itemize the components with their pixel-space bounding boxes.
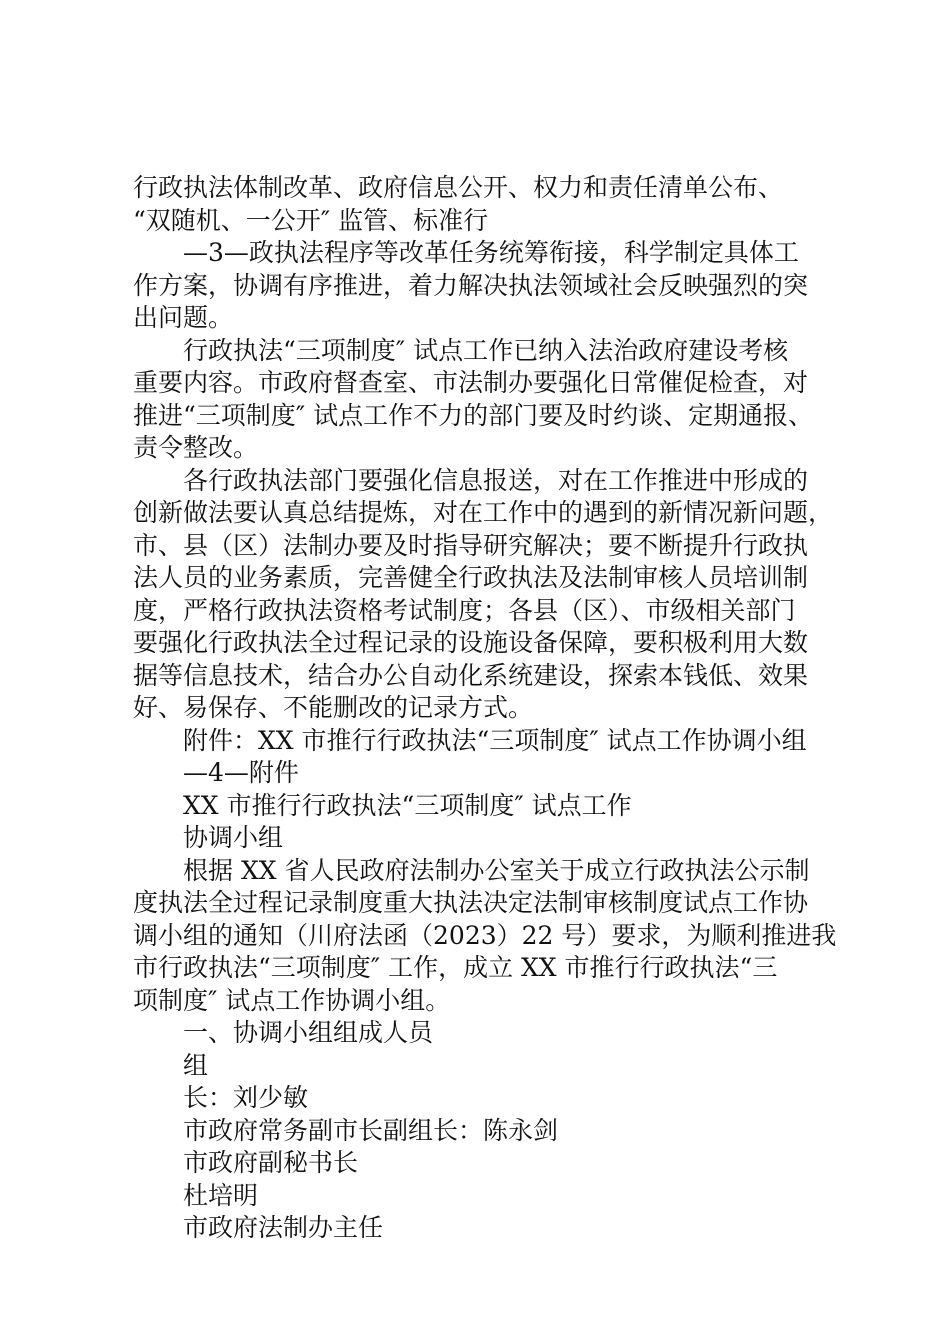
text-line: 调小组的通知（川府法函（2023）22 号）要求，为顺利推进我	[133, 920, 837, 950]
text-line: 责令整改。	[133, 433, 259, 462]
text-line: 组	[183, 1050, 209, 1080]
text-line: 市政府法制办主任	[183, 1213, 384, 1242]
text-line: 据等信息技术，结合办公自动化系统建设，探索本钱低、效果	[133, 660, 809, 690]
text-line: 协调小组	[183, 823, 284, 852]
text-line: 创新做法要认真总结提炼，对在工作中的遇到的新情况新问题，	[133, 498, 834, 527]
text-line: XX 市推行行政执法“三项制度″ 试点工作	[183, 790, 632, 820]
document-page	[133, 172, 837, 1245]
text-line: 杜培明	[183, 1180, 259, 1210]
text-line: 行政执法“三项制度″ 试点工作已纳入法治政府建设考核	[183, 335, 789, 365]
text-line: 市行政执法“三项制度″ 工作，成立 XX 市推行行政执法“三	[133, 953, 778, 982]
text-line: 重要内容。市政府督查室、市法制办要强化日常催促检查，对	[133, 368, 809, 397]
text-line: 市、县（区）法制办要及时指导研究解决；要不断提升行政执	[133, 530, 809, 560]
text-line: 出问题。	[133, 303, 234, 332]
text-line: —3—政执法程序等改革任务统筹衔接，科学制定具体工	[183, 238, 799, 267]
text-line: 各行政执法部门要强化信息报送，对在工作推进中形成的	[183, 465, 809, 495]
text-line: 行政执法体制改革、政府信息公开、权力和责任清单公布、	[133, 173, 784, 202]
text-line: —4—附件	[183, 758, 299, 787]
text-line: 好、易保存、不能删改的记录方式。	[133, 693, 534, 722]
text-line: 法人员的业务素质，完善健全行政执法及法制审核人员培训制	[133, 563, 809, 592]
text-line: 附件：XX 市推行行政执法“三项制度″ 试点工作协调小组	[183, 725, 807, 755]
text-line: 度，严格行政执法资格考试制度；各县（区）、市级相关部门	[133, 595, 796, 625]
text-line: 一、协调小组组成人员	[183, 1018, 434, 1047]
text-line: 长：刘少敏	[183, 1083, 309, 1112]
text-line: 市政府副秘书长	[183, 1148, 359, 1177]
text-line: 作方案，协调有序推进，着力解决执法领域社会反映强烈的突	[133, 270, 809, 300]
text-line: 推进“三项制度″ 试点工作不力的部门要及时约谈、定期通报、	[133, 400, 814, 430]
text-line: “双随机、一公开″ 监管、标准行	[133, 205, 489, 235]
text-line: 项制度″ 试点工作协调小组。	[133, 985, 451, 1015]
text-line: 要强化行政执法全过程记录的设施设备保障，要积极利用大数	[133, 628, 809, 657]
text-line: 市政府常务副市长副组长：陈永剑	[183, 1115, 559, 1145]
text-line: 度执法全过程记录制度重大执法决定法制审核制度试点工作协	[133, 888, 809, 917]
text-line: 根据 XX 省人民政府法制办公室关于成立行政执法公示制	[183, 855, 810, 885]
